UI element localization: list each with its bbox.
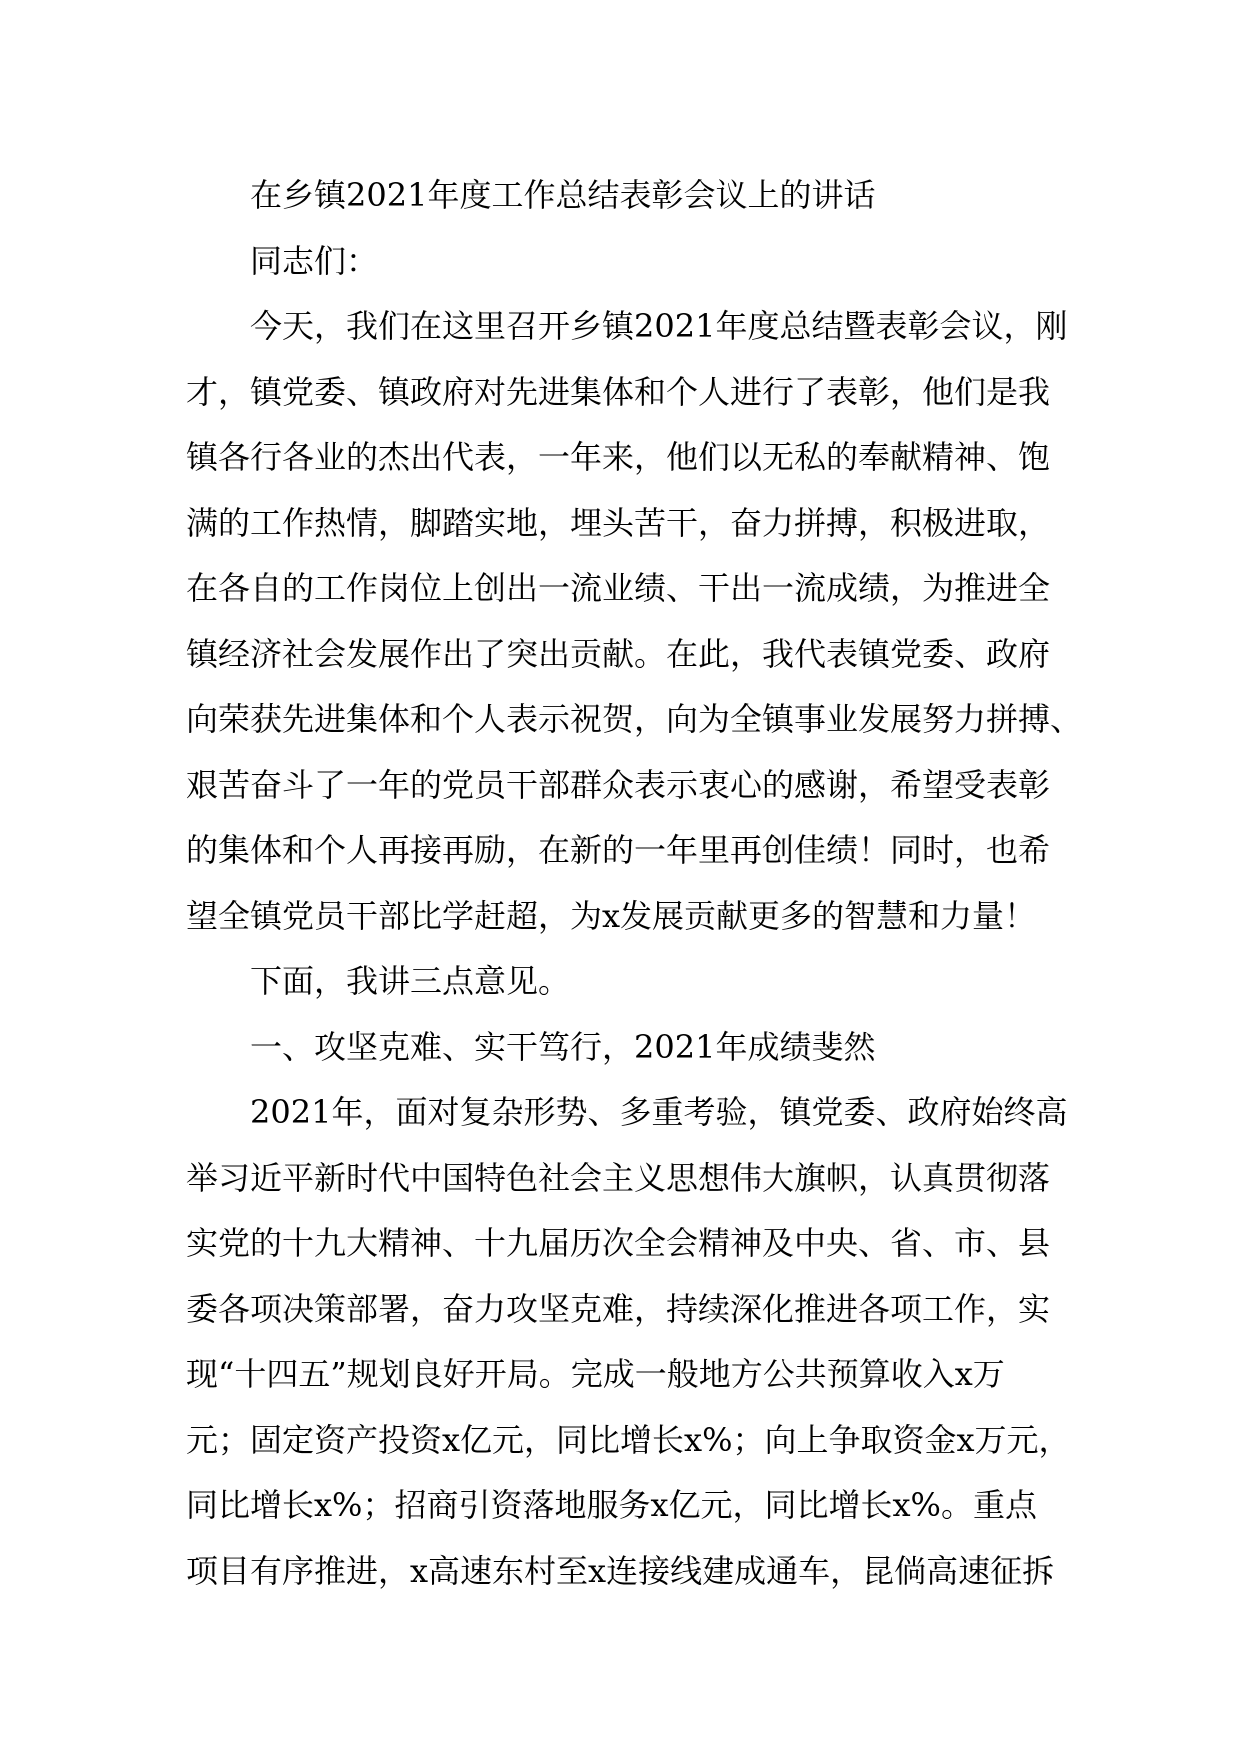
paragraph-line: 项目有序推进，x高速东村至x连接线建成通车，昆倘高速征拆	[186, 1551, 1055, 1590]
document-body	[186, 163, 1083, 1604]
paragraph-line: 满的工作热情，脚踏实地，埋头苦干，奋力拼搏，积极进取，	[186, 503, 1051, 542]
paragraph-line: 委各项决策部署，奋力攻坚克难，持续深化推进各项工作，实	[186, 1289, 1051, 1328]
paragraph-line: 艰苦奋斗了一年的党员干部群众表示衷心的感谢，希望受表彰	[186, 765, 1051, 804]
paragraph-line: 才，镇党委、镇政府对先进集体和个人进行了表彰，他们是我	[186, 372, 1051, 411]
greeting: 同志们：	[250, 241, 379, 280]
paragraph-line: 元；固定资产投资x亿元，同比增长x%；向上争取资金x万元，	[186, 1420, 1071, 1459]
paragraph-line: 望全镇党员干部比学赶超，为x发展贡献更多的智慧和力量！	[186, 896, 1037, 935]
paragraph-line: 镇经济社会发展作出了突出贡献。在此，我代表镇党委、政府	[186, 634, 1051, 673]
document-title: 在乡镇2021年度工作总结表彰会议上的讲话	[250, 176, 876, 214]
paragraph-line: 向荣获先进集体和个人表示祝贺，向为全镇事业发展努力拼搏、	[186, 700, 1083, 738]
paragraph-line: 今天，我们在这里召开乡镇2021年度总结暨表彰会议，刚	[250, 307, 1068, 345]
paragraph-line: 在各自的工作岗位上创出一流业绩、干出一流成绩，为推进全	[186, 569, 1051, 607]
paragraph-line: 同比增长x%；招商引资落地服务x亿元，同比增长x%。重点	[186, 1486, 1037, 1524]
paragraph-line: 现“十四五”规划良好开局。完成一般地方公共预算收入x万	[186, 1355, 1005, 1393]
paragraph-line: 举习近平新时代中国特色社会主义思想伟大旗帜，认真贯彻落	[186, 1158, 1051, 1197]
paragraph-line: 下面，我讲三点意见。	[250, 962, 571, 1000]
paragraph-line: 2021年，面对复杂形势、多重考验，镇党委、政府始终高	[250, 1093, 1068, 1131]
paragraph-line: 镇各行各业的杰出代表，一年来，他们以无私的奉献精神、饱	[186, 438, 1051, 476]
section-heading: 一、攻坚克难、实干笃行，2021年成绩斐然	[250, 1027, 876, 1066]
paragraph-line: 实党的十九大精神、十九届历次全会精神及中央、省、市、县	[186, 1224, 1051, 1262]
paragraph-line: 的集体和个人再接再励，在新的一年里再创佳绩！同时，也希	[186, 831, 1051, 869]
